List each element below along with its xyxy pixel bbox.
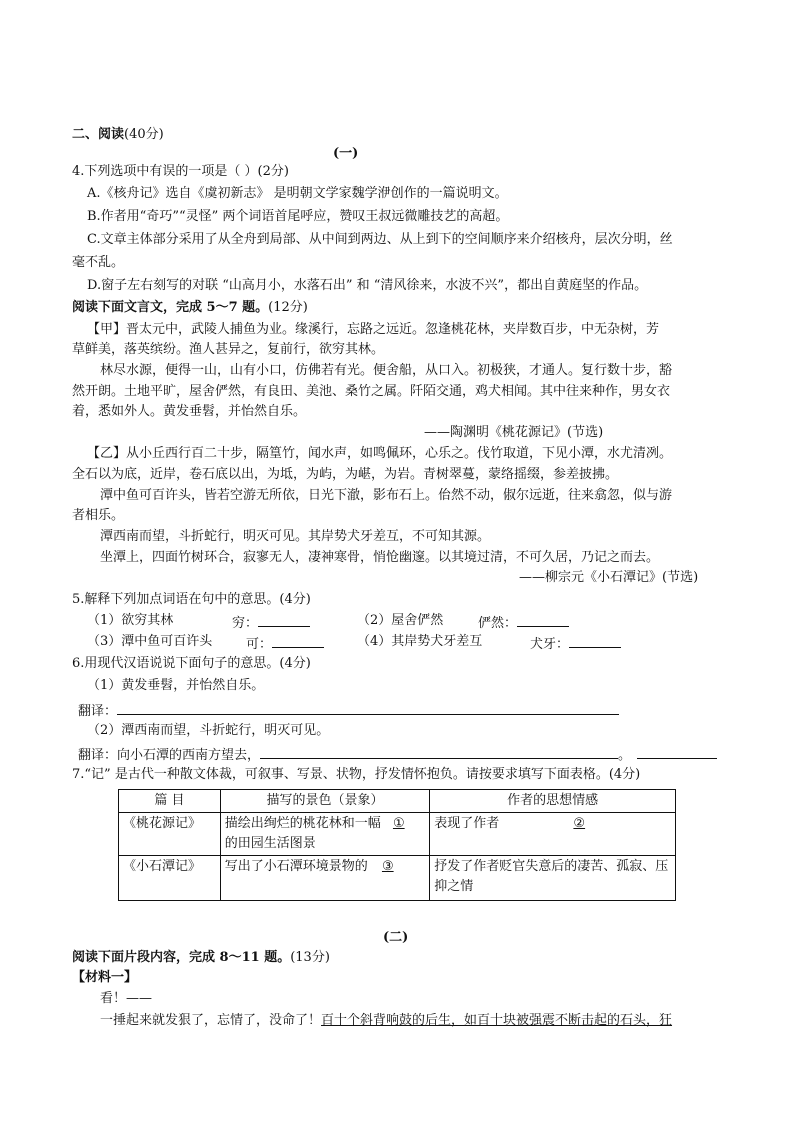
q7-r2-title: 《小石潭记》 — [119, 856, 221, 901]
q5-answer-blank-4[interactable] — [569, 633, 621, 648]
q6-answer-blank-1[interactable] — [117, 700, 619, 715]
q7-table-row — [119, 813, 676, 856]
q5-answer-blank-1[interactable] — [258, 612, 310, 627]
q5-item-1-word: 穷： — [232, 616, 259, 631]
q5-item-4-word: 犬牙： — [530, 637, 570, 652]
jia-line-3: 林尽水源，便得一山，山有小口，仿佛若有光。便舍船，从口入。初极狭，才通人。复行数十步，豁 — [100, 363, 673, 378]
yi-line-6: 坐潭上，四面竹树环合，寂寥无人，凄神寒骨，悄怆幽邃。以其境过清，不可久居，乃记之而去。 — [100, 550, 660, 565]
q7-r2-scene-text: 写出了小石潭环境景物的 — [224, 859, 368, 874]
q6-translation-1 — [78, 700, 619, 721]
q7-header-title: 篇 目 — [119, 790, 221, 813]
q7-r1-scene-text-b: 的田园生活图景 — [224, 836, 316, 851]
jia-line-1: 【甲】晋太元中，武陵人捕鱼为业。缘溪行，忘路之远近。忽逢桃花林，夹岸数百步，中无杂树，芳 — [87, 322, 660, 337]
q7-r1-emotion — [430, 813, 676, 856]
instruction-8-11 — [72, 949, 330, 967]
q7-table — [118, 789, 676, 901]
q7-table-header — [119, 790, 676, 813]
q6-answer-blank-2[interactable] — [260, 744, 618, 759]
yi-line-4: 者相乐。 — [72, 508, 125, 523]
q7-header-emotion: 作者的思想情感 — [430, 790, 676, 813]
q5-item-4: （4）其岸势犬牙差互 — [357, 634, 483, 649]
q5-item-3-answer — [246, 633, 324, 654]
q4-option-a: A.《核舟记》选自《虞初新志》 是明朝文学家魏学洢创作的一篇说明文。 — [87, 186, 508, 201]
q7-r1-title: 《桃花源记》 — [119, 813, 221, 856]
instruction-8-11-text: 阅读下面片段内容，完成 8～11 题。 — [72, 950, 291, 965]
q5-answer-blank-3[interactable] — [272, 633, 324, 648]
yi-line-1: 【乙】从小丘西行百二十步，隔篁竹，闻水声，如鸣佩环，心乐之。伐竹取道，下见小潭，水尤清冽。 — [87, 446, 673, 461]
q7-header-scene: 描写的景色（景象） — [220, 790, 429, 813]
q7-r1-scene — [220, 813, 429, 856]
yi-line-2: 全石以为底，近岸，卷石底以出，为坻，为屿，为嵁，为岩。青树翠蔓，蒙络摇缀，参差披拂。 — [72, 467, 619, 482]
q7-r1-scene-text-a: 描绘出绚烂的桃花林和一幅 — [224, 816, 381, 831]
section-score: (40分) — [124, 127, 164, 142]
q7-table-row — [119, 856, 676, 901]
q6-translation-2 — [78, 744, 717, 765]
yi-line-3: 潭中鱼可百许头，皆若空游无所依，日光下澈，影布石上。佁然不动，俶尔远逝，往来翕忽，似与游 — [100, 488, 673, 503]
q7-r2-scene — [220, 856, 429, 901]
instruction-8-11-score: (13分) — [290, 950, 330, 965]
q7-stem: 7.“记” 是古代一种散文体裁，可叙事、写景、状物，抒发情怀抱负。请按要求填写下面表格。(4分) — [72, 767, 641, 782]
jia-line-2: 草鲜美，落英缤纷。渔人甚异之，复前行，欲穷其林。 — [72, 342, 385, 357]
q5-stem: 5.解释下列加点词语在句中的意思。(4分) — [72, 592, 311, 607]
q4-option-c-cont: 毫不乱。 — [72, 255, 125, 270]
q7-blank-2[interactable]: ② — [573, 816, 586, 831]
q7-r2-emotion: 抒发了作者贬官失意后的凄苦、孤寂、压抑之情 — [430, 856, 676, 901]
q5-item-2-answer — [478, 612, 569, 633]
yi-source: ——柳宗元《小石潭记》(节选) — [519, 570, 699, 585]
jia-source: ——陶渊明《桃花源记》(节选) — [424, 425, 604, 440]
q4-option-d: D.窗子左右刻写的对联 “山高月小，水落石出” 和 “清风徐来，水波不兴”，都出自黄庭坚的作品。 — [87, 278, 648, 293]
q6-sentence-2: （2）潭西南而望，斗折蛇行，明灭可见。 — [87, 723, 330, 738]
instruction-5-7 — [72, 299, 308, 317]
yi-line-5: 潭西南而望，斗折蛇行，明灭可见。其岸势犬牙差互，不可知其源。 — [100, 529, 491, 544]
part-one-label: (一) — [333, 146, 359, 161]
q6-period: 。 — [618, 748, 632, 763]
section-title — [72, 126, 164, 144]
q5-item-1-answer — [232, 612, 310, 633]
instruction-5-7-score: (12分) — [268, 300, 308, 315]
q4-option-b: B.作者用“奇巧”“灵怪” 两个词语首尾呼应，赞叹王叔远微雕技艺的高超。 — [87, 209, 509, 224]
q7-r1-emotion-text: 表现了作者 — [434, 816, 500, 831]
q7-blank-3[interactable]: ③ — [381, 859, 394, 874]
material-one-label: 【材料一】 — [72, 970, 138, 985]
q5-item-3: （3）潭中鱼可百许头 — [87, 634, 213, 649]
q6-translation-2-label: 翻译：向小石潭的西南方望去， — [78, 748, 261, 763]
material-one-line-2-text: 一捶起来就发狠了，忘情了，没命了！ — [100, 1013, 322, 1028]
q4-stem: 4.下列选项中有误的一项是（ ）(2分) — [72, 164, 289, 179]
material-one-line-2 — [100, 1012, 672, 1030]
q4-option-c: C.文章主体部分采用了从全舟到局部、从中间到两边、从上到下的空间顺序来介绍核舟，层次分明，丝 — [87, 232, 673, 247]
jia-line-5: 着，悉如外人。黄发垂髫，并怡然自乐。 — [72, 404, 307, 419]
q6-translation-1-label: 翻译： — [78, 704, 118, 719]
material-one-underlined-text: 百十个斜背响鼓的后生，如百十块被强震不断击起的石头，狂 — [321, 1013, 673, 1028]
q5-item-2: （2）屋舍俨然 — [357, 613, 444, 628]
q5-item-2-word: 俨然： — [478, 616, 518, 631]
q6-sentence-1: （1）黄发垂髫，并怡然自乐。 — [87, 678, 265, 693]
q5-item-1: （1）欲穷其林 — [87, 613, 174, 628]
q7-blank-1[interactable]: ① — [392, 816, 405, 831]
part-two-label: (二) — [383, 930, 409, 945]
q6-stem: 6.用现代汉语说说下面句子的意思。(4分) — [72, 656, 311, 671]
material-one-line-1: 看！—— — [100, 991, 153, 1006]
jia-line-4: 然开朗。土地平旷，屋舍俨然，有良田、美池、桑竹之属。阡陌交通，鸡犬相闻。其中往来种作，男女衣 — [72, 384, 671, 399]
q6-answer-blank-3[interactable] — [637, 744, 717, 759]
q5-answer-blank-2[interactable] — [517, 612, 569, 627]
section-title-text: 二、阅读 — [72, 127, 125, 142]
q5-item-4-answer — [530, 633, 621, 654]
instruction-5-7-text: 阅读下面文言文，完成 5～7 题。 — [72, 300, 269, 315]
q5-item-3-word: 可： — [246, 637, 273, 652]
